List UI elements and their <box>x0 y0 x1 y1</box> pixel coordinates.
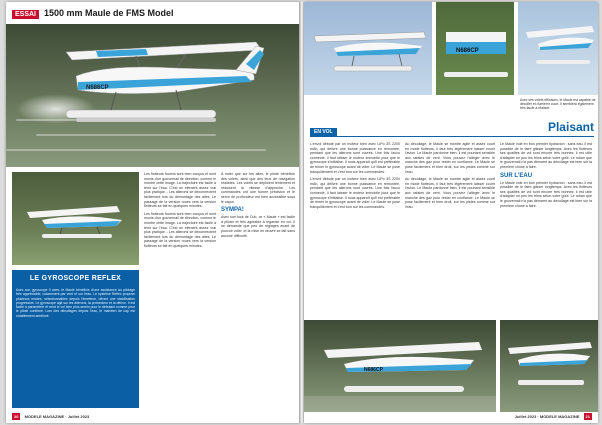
sidebar-text: Avec son gyroscope 3 axes, le Maule bénéficie d'une assistance au pilotage très appréciable, notamment par vent et sur l'eau. Le système Reflex propose plusieurs modes, sélectionnables depuis l'émetteur, offrant une stabilisation progressive. Le gyroscope agit sur les ailerons, la profondeur et la dérive. Il est facile à paramétrer et rend le vol bien plus serein pour le débutant comme pour le pilote confirmé. Lors des décollages depuis l'eau, le maintien de cap est notablement amélioré. <box>16 288 135 318</box>
photo-top-right <box>518 2 598 95</box>
section-label: EN VOL <box>310 128 337 136</box>
photo-top-mid <box>436 2 514 95</box>
right-page-footer <box>515 413 592 420</box>
article-title: 1500 mm Maule de FMS Model <box>44 8 174 18</box>
footer-text: MODELE MAGAZINE · Juillet 2023 <box>24 414 90 419</box>
article-column-mid: Les flotteurs fournis sont bien conçus et sont munis d'un gouvernail de direction, comme le montre cette image. La trajectoire est facile à tenir sur l'eau. C'est un élément assez vrai plus pratique... Les ailerons se déconnectent facilement lors du démontage des ailes. Le passage de la version roues vers la version flotteurs se fait en quelques minutes. Les flotteurs fournis sont bien conçus et sont munis d'un gouvernail de direction, comme le montre cette image. La trajectoire est facile à tenir sur l'eau. C'est un élément assez vrai plus pratique... Les ailerons se déconnectent facilement lors du démontage des ailes. Le passage de la version roues vers la version flotteurs se fait en quelques minutes. <box>144 172 216 248</box>
left-page <box>6 2 300 423</box>
seaplane-water-image <box>304 320 496 412</box>
photo-bottom-right <box>500 320 598 412</box>
article-column-2: Au décollage, le Maule se montre agile et assez court en mode flotteurs, il faut très légèrement laisser courir l'avion. Le Maule pardonne bien, il est pourtant sensible aux rafales de vent. Vous pouvez l'alléger avec le manche des gaz pour rester en confiance. Le Maule se pose facilement et bien droit, sur les pistes comme sur l'eau. Au décollage, le Maule se montre agile et assez court en mode flotteurs, il faut très légèrement laisser courir l'avion. Le Maule pardonne bien, il est pourtant sensible aux rafales de vent. Vous pouvez l'alléger avec le manche des gaz pour rester en confiance. Le Maule se pose facilement et bien droit, sur les pistes comme sur l'eau. <box>405 142 495 209</box>
photo-top-left <box>304 2 432 95</box>
seaplane-sky-image <box>304 2 432 95</box>
article-column-right: A noter que sur les ailes, le pilote bénéficie des volets, ainsi que des feux de navigation réalistes. Les volets se déploient lentement et réduisent la vitesse d'approche. Les commandes ont une bonne précision et le servo de profondeur est bien accessible sous le capot. SYMPA! Avec son look de Cub, ce « Maule » est facile à piloter et très agréable à regarder en vol. Il ne demande que peu de réglages avant de pouvoir voler, et la mise en œuvre se fait sans aucune difficulté. <box>221 172 295 238</box>
article-column-3: Le Maule vole en bon premier hydravion : sans eau, il est possible de le faire glisser longtemps. Avec les flotteurs ses qualités de vol sont encore très bonnes; il est utile d'adapter un peu les trims selon votre goût. Le ruban que le gouvernail n'a pas démarré au décollage est bien sûr la première chose à faire. SUR L'EAU Le Maule vole en bon premier hydravion : sans eau, il est possible de le faire glisser longtemps. Avec les flotteurs ses qualités de vol sont encore très bonnes; il est utile d'adapter un peu les trims selon votre goût. Le ruban que le gouvernail n'a pas démarré au décollage est bien sûr la première chose à faire. <box>500 142 592 208</box>
seaplane-closeup-image <box>436 2 514 95</box>
hero-photo <box>6 24 300 167</box>
article-column-1: L'envol débute par un moteur bien avec LiPo 3S 2200 mAh, qui délivre une bonne puissance en remontée, pendant que les ailerons sont ouvrés. Une fois l'accu connecté, il faut laisser le moteur immobile pour que le gyroscope s'initialise. Il nous apparaît qu'il est préférable de trimer le gyroscope avant de voler. Le Maule se pose tranquillement et c'est bon sur les commandes. L'envol débute par un moteur bien avec LiPo 3S 2200 mAh, qui délivre une bonne puissance en remontée, pendant que les ailerons sont ouvrés. Une fois l'accu connecté, il faut laisser le moteur immobile pour que le gyroscope s'initialise. Il nous apparaît qu'il est préférable de trimer le gyroscope avant de voler. Le Maule se pose tranquillement et c'est bon sur les commandes. <box>310 142 400 209</box>
right-page <box>304 2 598 423</box>
photo-bottom-left <box>304 320 496 412</box>
page-number: 20 <box>14 414 19 419</box>
left-page-footer <box>12 413 89 420</box>
seaplane-image <box>6 24 300 167</box>
svg-text:N686CP: N686CP <box>86 85 109 91</box>
seaplane-taxi-image <box>500 320 598 412</box>
footer-text: Juillet 2023 · MODELE MAGAZINE <box>514 414 580 419</box>
svg-text:N686CP: N686CP <box>364 367 383 373</box>
article-tag: ESSAI <box>12 10 39 19</box>
sidebar-title: LE GYROSCOPE REFLEX <box>29 275 122 282</box>
seaplane-climb-image <box>518 2 598 95</box>
photo-flight <box>12 172 139 265</box>
section-title: Plaisant <box>547 120 594 134</box>
sidebar-gyroscope-box <box>12 270 139 408</box>
page-number: 21 <box>585 414 590 419</box>
svg-text:N686CP: N686CP <box>456 48 479 54</box>
page-header <box>6 2 300 24</box>
magazine-spread <box>6 2 598 423</box>
subhead-sur-leau: SUR L'EAU <box>500 172 533 179</box>
section-header <box>310 120 594 137</box>
seaplane-flying-image <box>12 172 139 265</box>
photo-caption: Avec ses volets efficaces, le Maule est capable de décoller et d'amerrir court. Il semblera également très facile à réaliser. <box>520 98 596 111</box>
subhead-sympa: SYMPA! <box>221 207 244 214</box>
